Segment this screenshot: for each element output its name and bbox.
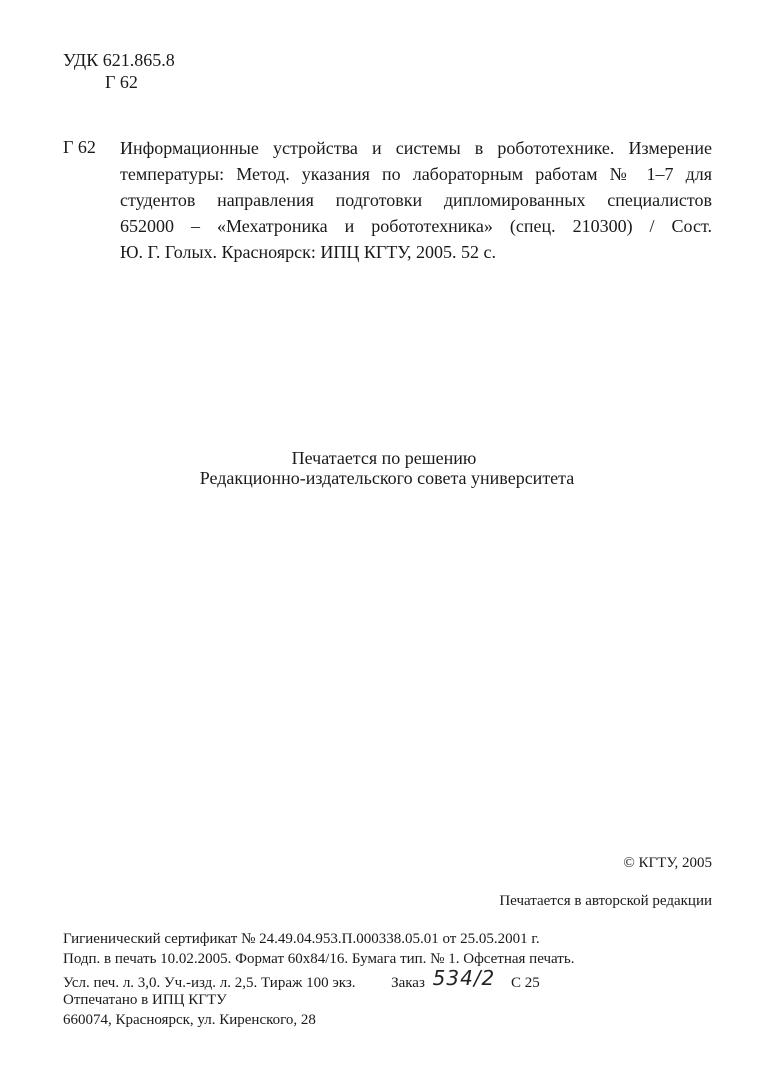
bibliography-line: Ю. Г. Голых. Красноярск: ИПЦ КГТУ, 2005. 52 с.: [120, 242, 497, 262]
order-label: Заказ: [391, 975, 425, 991]
volume-info: Усл. печ. л. 3,0. Уч.-изд. л. 2,5. Тираж 100 экз.: [63, 975, 356, 991]
bibliographic-description: [120, 135, 712, 265]
bibliography-line: 652000 – «Мехатроника и робототехника» (спец. 210300) / Сост.: [120, 216, 712, 236]
copyright-notice: © КГТУ, 2005: [623, 855, 712, 871]
printer-address: 660074, Красноярск, ул. Киренского, 28: [63, 1012, 316, 1028]
bibliography-index: Г 62: [63, 137, 96, 157]
author-sign-code: Г 62: [105, 72, 138, 92]
edition-note: Печатается в авторской редакции: [499, 893, 712, 909]
order-suffix: С 25: [511, 975, 540, 991]
bibliography-line: температуры: Метод. указания по лабораторным работам № 1–7 для: [120, 164, 712, 184]
udk-code: УДК 621.865.8: [63, 50, 175, 70]
hygiene-certificate: Гигиенический сертификат № 24.49.04.953.П.000338.05.01 от 25.05.2001 г.: [63, 931, 540, 947]
approval-line-2: Редакционно-издательского совета университета: [199, 468, 575, 488]
bibliography-line: студентов направления подготовки дипломированных специалистов: [120, 190, 712, 210]
printed-at: Отпечатано в ИПЦ КГТУ: [63, 992, 227, 1008]
approval-line-1: Печатается по решению: [291, 448, 477, 468]
print-details: Подп. в печать 10.02.2005. Формат 60х84/16. Бумага тип. № 1. Офсетная печать.: [63, 951, 575, 967]
bibliography-line: Информационные устройства и системы в робототехнике. Измерение: [120, 138, 712, 158]
order-number-handwritten: 534/2: [432, 966, 496, 990]
